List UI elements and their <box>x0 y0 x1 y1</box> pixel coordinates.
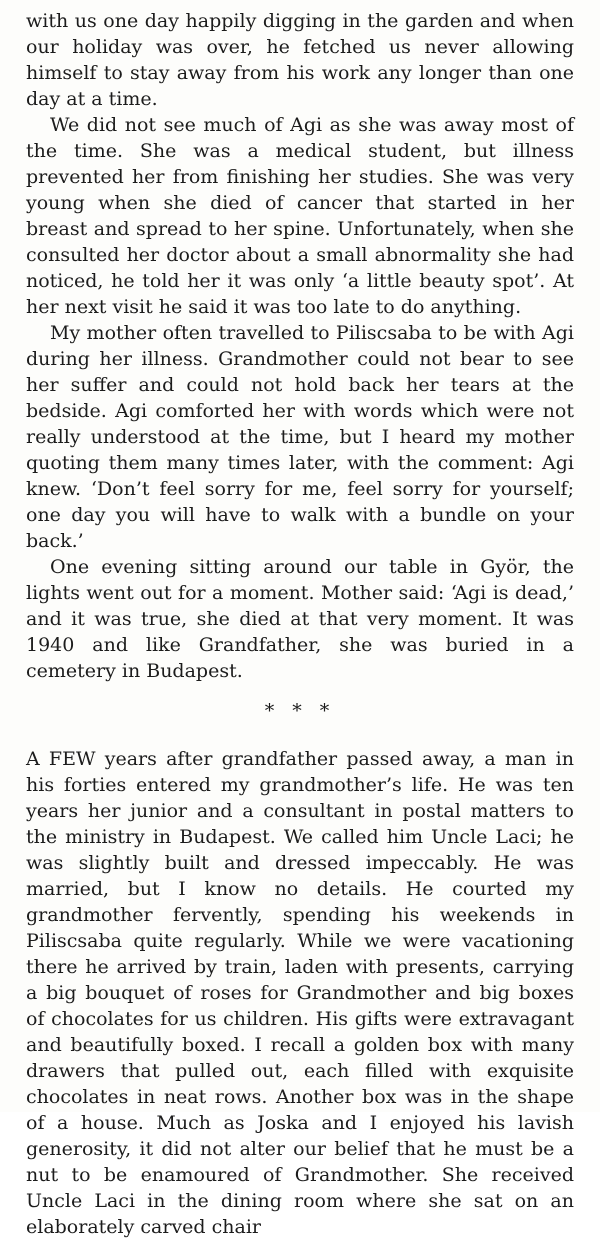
section-break: * * * <box>264 700 336 722</box>
paragraph-agi-illness: We did not see much of Agi as she was away most of the time. She was a medical student, but illness prevented her from finishing her studies. She was very young when she died of cancer that started in her breast and spread to her spine. Unfortunately, when she consulted her doctor about a small abnormality she had noticed, he told her it was only ‘a little beauty spot’. At her next visit he said it was too late to do anything. <box>26 114 574 318</box>
paragraph-lights-out: One evening sitting around our table in Györ, the lights went out for a moment. Mother said: ‘Agi is dead,’ and it was true, she died at that very moment. It was 1940 and like Grandfather, she was buried in a cemetery in Budapest. <box>26 556 574 682</box>
paragraph-mother-travels: My mother often travelled to Piliscsaba to be with Agi during her illness. Grandmother could not bear to see her suffer and could not hold back her tears at the bedside. Agi comforted her with words which were not really understood at the time, but I heard my mother quoting them many times later, with the comment: Agi knew. ‘Don’t feel sorry for me, feel sorry for yourself; one day you will have to walk with a bundle on your back.’ <box>26 322 574 552</box>
paragraph-continued: with us one day happily digging in the garden and when our holiday was over, he fetched us never allowing himself to stay away from his work any longer than one day at a time. <box>26 10 574 110</box>
page-text <box>26 0 574 1240</box>
paragraph-uncle-laci: A FEW years after grandfather passed away, a man in his forties entered my grandmother’s life. He was ten years her junior and a consultant in postal matters to the ministry in Budapest. We called him Uncle Laci; he was slightly built and dressed impeccably. He was married, but I know no details. He courted my grandmother fervently, spending his weekends in Piliscsaba quite regularly. While we were vacationing there he arrived by train, laden with presents, carrying a big bouquet of roses for Grandmother and big boxes of chocolates for us children. His gifts were extravagant and beautifully boxed. I recall a golden box with many drawers that pulled out, each filled with exquisite chocolates in neat rows. Another box was in the shape of a house. Much as Joska and I enjoyed his lavish generosity, it did not alter our belief that he must be a nut to be enamoured of Grandmother. She received Uncle Laci in the dining room where she sat on an elaborately carved chair <box>26 748 574 1238</box>
